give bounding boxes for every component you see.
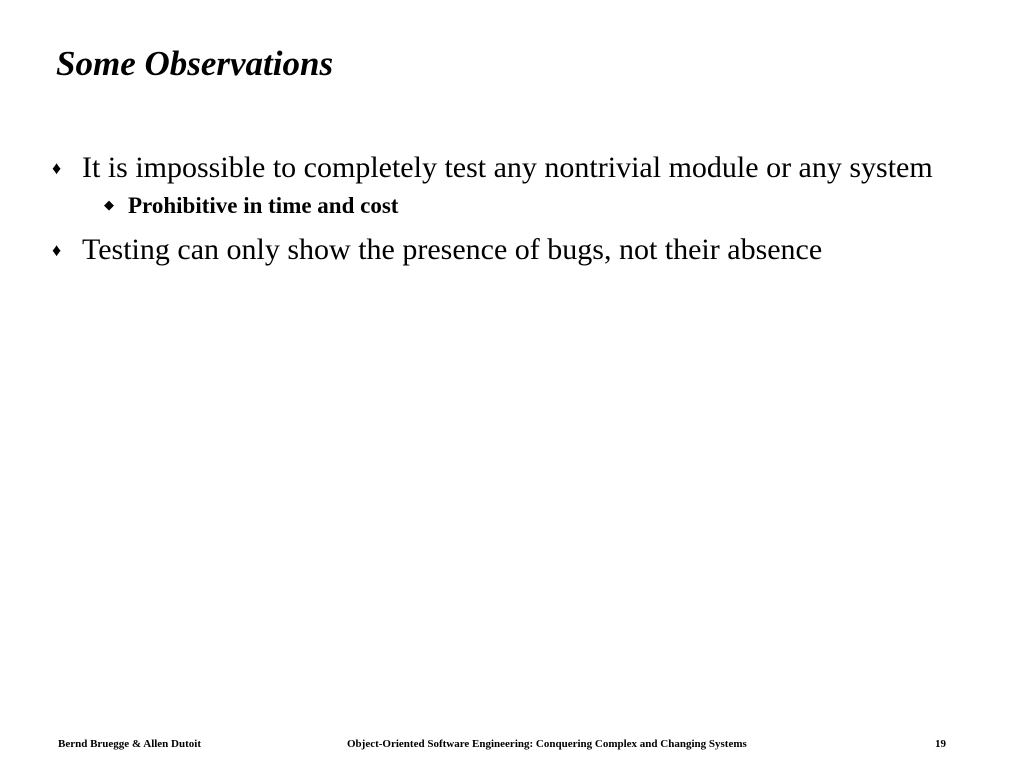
slide-title: Some Observations xyxy=(56,44,334,83)
sub-bullet-text: Prohibitive in time and cost xyxy=(128,193,399,218)
footer-page-number: 19 xyxy=(935,738,946,750)
sub-bullet-item xyxy=(82,192,964,220)
bullet-item xyxy=(0,232,1024,268)
bullet-item xyxy=(0,150,1024,220)
footer-authors: Bernd Bruegge & Allen Dutoit xyxy=(58,738,201,750)
sub-bullet-list xyxy=(82,192,964,220)
footer-book-title: Object-Oriented Software Engineering: Conquering Complex and Changing Systems xyxy=(347,738,747,750)
diamond-bullet-icon: ♦ xyxy=(52,158,62,178)
diamond-bullet-icon: ♦ xyxy=(52,240,62,260)
bullet-list xyxy=(0,150,1024,268)
diamond-sub-bullet-icon: ◆ xyxy=(104,197,114,212)
footer xyxy=(0,737,1024,751)
bullet-text: Testing can only show the presence of bugs, not their absence xyxy=(82,233,823,266)
bullet-text: It is impossible to completely test any nontrivial module or any system xyxy=(82,151,933,184)
